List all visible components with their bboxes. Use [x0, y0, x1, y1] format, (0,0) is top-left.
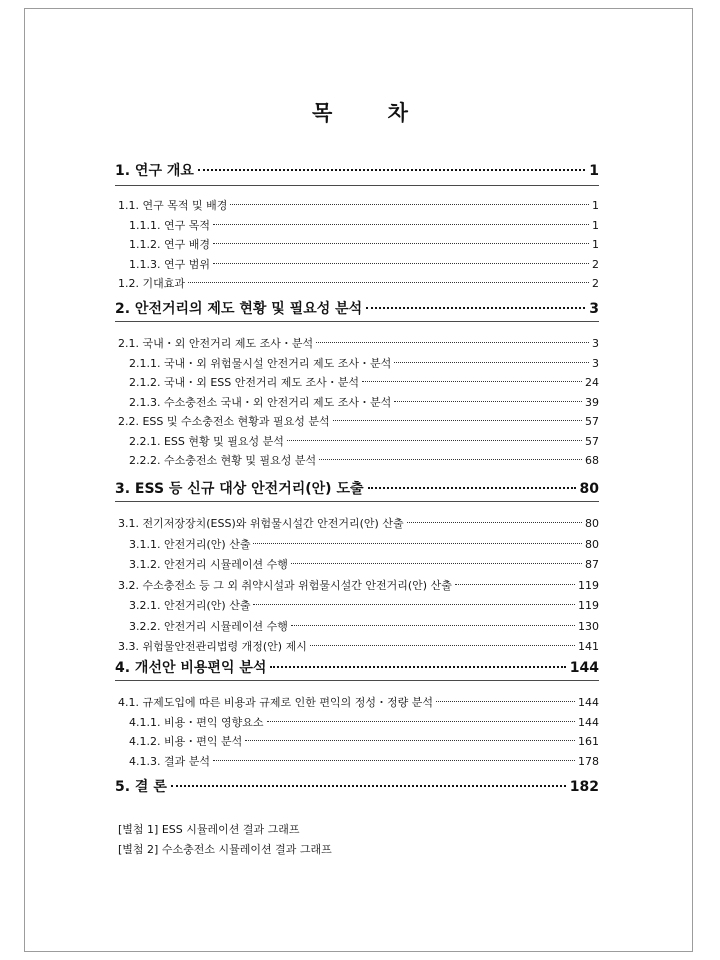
toc-entry-label: 3.1.2. 안전거리 시뮬레이션 수행	[129, 558, 288, 571]
toc-entry-label: 3.1. 전기저장장치(ESS)와 위험물시설간 안전거리(안) 산출	[118, 517, 404, 530]
toc-entry-page: 130	[578, 620, 599, 633]
appendix-1: [별첨 1] ESS 시뮬레이션 결과 그래프	[118, 823, 300, 836]
toc-subsection	[115, 618, 599, 634]
toc-entry-page: 3	[592, 337, 599, 350]
toc-entry-label: 1.1. 연구 목적 및 배경	[118, 199, 228, 212]
toc-subsection	[115, 714, 599, 730]
toc-entry-page: 24	[585, 376, 599, 389]
toc-entry-label: 2.2.1. ESS 현황 및 필요성 분석	[129, 435, 284, 448]
toc-leader-dots	[407, 522, 582, 523]
toc-entry-page: 1	[592, 238, 599, 251]
chapter-divider-1	[115, 185, 599, 186]
toc-leader-dots	[366, 307, 585, 309]
toc-entry-label: 4.1.1. 비용・편익 영향요소	[129, 716, 264, 729]
toc-leader-dots	[253, 543, 582, 544]
toc-entry-page: 182	[569, 779, 599, 795]
toc-entry-label: 1.1.1. 연구 목적	[129, 219, 210, 232]
toc-entry-page: 144	[578, 696, 599, 709]
toc-entry-label: 3.2.1. 안전거리(안) 산출	[129, 599, 251, 612]
toc-leader-dots	[455, 584, 575, 585]
toc-entry-label: 2. 안전거리의 제도 현황 및 필요성 분석	[115, 301, 363, 317]
toc-entry-label: 1. 연구 개요	[115, 163, 194, 179]
toc-leader-dots	[316, 342, 589, 343]
toc-leader-dots	[287, 440, 582, 441]
toc-subsection	[115, 733, 599, 749]
toc-entry-label: 4.1.3. 결과 분석	[129, 755, 210, 768]
toc-entry-label: 3.2.2. 안전거리 시뮬레이션 수행	[129, 620, 288, 633]
toc-leader-dots	[291, 563, 582, 564]
toc-leader-dots	[198, 169, 585, 171]
toc-chapter-3	[115, 478, 599, 498]
toc-entry-page: 1	[592, 219, 599, 232]
toc-entry-page: 80	[585, 538, 599, 551]
toc-subsection	[115, 536, 599, 552]
toc-subsection	[115, 374, 599, 390]
toc-section	[115, 515, 599, 531]
toc-entry-label: 2.2. ESS 및 수소충전소 현황과 필요성 분석	[118, 415, 330, 428]
toc-leader-dots	[230, 204, 589, 205]
toc-entry-page: 178	[578, 755, 599, 768]
page-title: 목 차	[312, 101, 432, 125]
chapter-divider-4	[115, 680, 599, 681]
toc-section	[115, 694, 599, 710]
toc-section	[115, 577, 599, 593]
toc-section	[115, 275, 599, 291]
toc-leader-dots	[333, 420, 582, 421]
chapter-divider-2	[115, 321, 599, 322]
toc-chapter-4	[115, 657, 599, 677]
toc-leader-dots	[362, 381, 582, 382]
toc-entry-page: 144	[578, 716, 599, 729]
toc-entry-label: 3. ESS 등 신규 대상 안전거리(안) 도출	[115, 481, 364, 497]
toc-entry-page: 80	[585, 517, 599, 530]
toc-section	[115, 638, 599, 654]
toc-entry-label: 4. 개선안 비용편익 분석	[115, 660, 267, 676]
toc-subsection	[115, 753, 599, 769]
toc-entry-page: 3	[589, 301, 599, 317]
toc-entry-label: 3.3. 위험물안전관리법령 개정(안) 제시	[118, 640, 307, 653]
toc-entry-page: 68	[585, 454, 599, 467]
toc-entry-page: 39	[585, 396, 599, 409]
toc-chapter-1	[115, 160, 599, 180]
appendix-2: [별첨 2] 수소충전소 시뮬레이션 결과 그래프	[118, 843, 332, 856]
toc-subsection	[115, 433, 599, 449]
toc-entry-page: 144	[569, 660, 599, 676]
toc-leader-dots	[267, 721, 576, 722]
toc-chapter-2	[115, 298, 599, 318]
toc-entry-label: 2.1. 국내・외 안전거리 제도 조사・분석	[118, 337, 314, 350]
toc-leader-dots	[368, 487, 576, 489]
toc-entry-page: 80	[579, 481, 599, 497]
toc-leader-dots	[213, 263, 589, 264]
toc-subsection	[115, 256, 599, 272]
toc-entry-page: 2	[592, 258, 599, 271]
toc-section	[115, 197, 599, 213]
toc-entry-label: 1.1.3. 연구 범위	[129, 258, 210, 271]
toc-entry-page: 1	[592, 199, 599, 212]
toc-leader-dots	[394, 362, 589, 363]
toc-subsection	[115, 452, 599, 468]
toc-leader-dots	[394, 401, 582, 402]
toc-leader-dots	[213, 760, 575, 761]
toc-entry-page: 141	[578, 640, 599, 653]
toc-subsection	[115, 236, 599, 252]
toc-section	[115, 335, 599, 351]
toc-leader-dots	[213, 224, 589, 225]
toc-leader-dots	[188, 282, 589, 283]
toc-entry-label: 2.2.2. 수소충전소 현황 및 필요성 분석	[129, 454, 317, 467]
toc-section	[115, 413, 599, 429]
toc-leader-dots	[291, 625, 575, 626]
toc-entry-page: 2	[592, 277, 599, 290]
toc-entry-page: 87	[585, 558, 599, 571]
toc-entry-page: 1	[589, 163, 599, 179]
toc-subsection	[115, 556, 599, 572]
toc-subsection	[115, 355, 599, 371]
toc-entry-label: 2.1.1. 국내・외 위험물시설 안전거리 제도 조사・분석	[129, 357, 392, 370]
toc-leader-dots	[253, 604, 575, 605]
toc-subsection	[115, 394, 599, 410]
toc-subsection	[115, 597, 599, 613]
toc-entry-label: 3.2. 수소충전소 등 그 외 취약시설과 위험물시설간 안전거리(안) 산출	[118, 579, 452, 592]
toc-leader-dots	[213, 243, 589, 244]
toc-leader-dots	[171, 785, 566, 787]
toc-entry-label: 5. 결 론	[115, 779, 167, 795]
toc-entry-label: 1.1.2. 연구 배경	[129, 238, 210, 251]
toc-entry-page: 57	[585, 415, 599, 428]
toc-entry-label: 1.2. 기대효과	[118, 277, 185, 290]
toc-leader-dots	[245, 740, 575, 741]
toc-leader-dots	[310, 645, 575, 646]
toc-entry-page: 119	[578, 579, 599, 592]
toc-leader-dots	[319, 459, 582, 460]
toc-subsection	[115, 217, 599, 233]
toc-entry-label: 2.1.3. 수소충전소 국내・외 안전거리 제도 조사・분석	[129, 396, 392, 409]
toc-entry-label: 3.1.1. 안전거리(안) 산출	[129, 538, 251, 551]
toc-entry-page: 161	[578, 735, 599, 748]
toc-entry-page: 57	[585, 435, 599, 448]
toc-entry-page: 119	[578, 599, 599, 612]
toc-leader-dots	[436, 701, 575, 702]
toc-entry-label: 2.1.2. 국내・외 ESS 안전거리 제도 조사・분석	[129, 376, 360, 389]
toc-entry-label: 4.1.2. 비용・편익 분석	[129, 735, 243, 748]
toc-entry-label: 4.1. 규제도입에 따른 비용과 규제로 인한 편익의 정성・정량 분석	[118, 696, 433, 709]
toc-entry-page: 3	[592, 357, 599, 370]
toc-chapter-5	[115, 776, 599, 796]
chapter-divider-3	[115, 501, 599, 502]
toc-leader-dots	[270, 666, 565, 668]
